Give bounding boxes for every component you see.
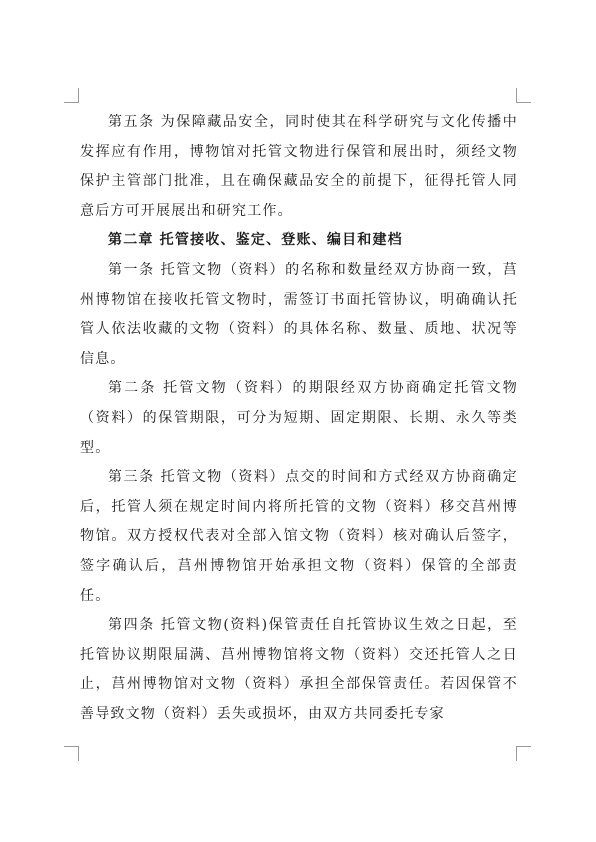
article-3-paragraph: 第三条 托管文物（资料）点交的时间和方式经双方协商确定后，托管人须在规定时间内将所托管的文物（资料）移交莒州博物馆。双方授权代表对全部入馆文物（资料）核对确认后签字，签字确认后，莒州博物馆开始承担文物（资料）保管的全部责任。	[80, 469, 518, 604]
margin-mark-bottom-right	[516, 746, 531, 761]
article-2-paragraph: 第二条 托管文物（资料）的期限经双方协商确定托管文物（资料）的保管期限，可分为短期、固定期限、长期、永久等类型。	[80, 380, 518, 456]
document-body	[80, 108, 518, 729]
margin-mark-bottom-left	[64, 746, 79, 761]
margin-mark-top-right	[516, 88, 531, 103]
article-1-paragraph: 第一条 托管文物（资料）的名称和数量经双方协商一致，莒州博物馆在接收托管文物时，需签订书面托管协议，明确确认托管人依法收藏的文物（资料）的具体名称、数量、质地、状况等信息。	[80, 261, 518, 367]
margin-mark-top-left	[64, 88, 79, 103]
chapter-2-heading: 第二章 托管接收、鉴定、登账、编目和建档	[108, 232, 403, 249]
article-5-paragraph: 第五条 为保障藏品安全，同时使其在科学研究与文化传播中发挥应有作用，博物馆对托管文物进行保管和展出时，须经文物保护主管部门批准，且在确保藏品安全的前提下，征得托管人同意后方可开展展出和研究工作。	[80, 114, 518, 219]
article-4-paragraph: 第四条 托管文物(资料)保管责任自托管协议生效之日起，至托管协议期限届满、莒州博物馆将文物（资料）交还托管人之日止，莒州博物馆对文物（资料）承担全部保管责任。若因保管不善导致文物（资料）丢失或损坏，由双方共同委托专家	[80, 617, 518, 722]
